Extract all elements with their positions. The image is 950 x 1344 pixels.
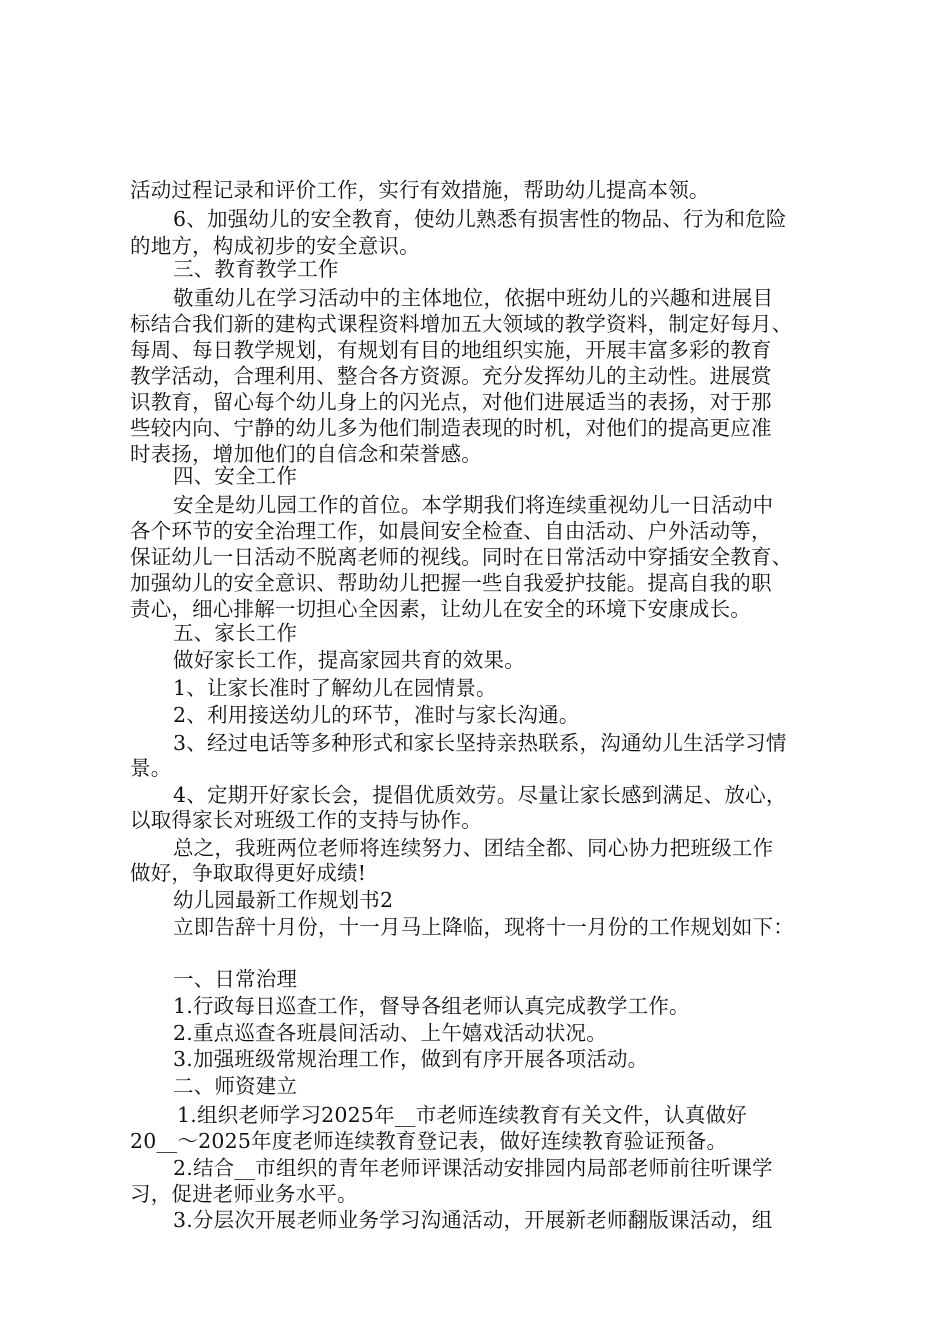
list-item: 3、经过电话等多种形式和家长坚持亲热联系，沟通幼儿生活学习情 xyxy=(173,731,787,755)
text-line: 加强幼儿的安全意识、帮助幼儿把握一些自我爱护技能。提高自我的职 xyxy=(130,571,772,595)
text-line: 责心，细心排解一切担心全因素，让幼儿在安全的环境下安康成长。 xyxy=(130,597,751,621)
text-line: 20__～2025年度老师连续教育登记表，做好连续教育验证预备。 xyxy=(130,1129,728,1153)
document-subtitle: 幼儿园最新工作规划书2 xyxy=(173,888,394,912)
text-line: 做好家长工作，提高家园共育的效果。 xyxy=(173,648,525,672)
text-line: 每周、每日教学规划，有规划有目的地组织实施，开展丰富多彩的教育 xyxy=(130,338,772,362)
text-line: 总之，我班两位老师将连续努力、团结全都、同心协力把班级工作 xyxy=(173,836,774,860)
text-line: 安全是幼儿园工作的首位。本学期我们将连续重视幼儿一日活动中 xyxy=(173,493,774,517)
list-item: 3.加强班级常规治理工作，做到有序开展各项活动。 xyxy=(173,1047,649,1071)
list-item: 4、定期开好家长会，提倡优质效劳。尽量让家长感到满足、放心， xyxy=(173,783,787,807)
list-item: 2、利用接送幼儿的环节，准时与家长沟通。 xyxy=(173,703,580,727)
list-item: 1.行政每日巡查工作，督导各组老师认真完成教学工作。 xyxy=(173,994,690,1018)
list-item: 3.分层次开展老师业务学习沟通活动，开展新老师翻版课活动，组 xyxy=(173,1208,773,1232)
section-heading: 五、家长工作 xyxy=(173,621,298,645)
text-line: 敬重幼儿在学习活动中的主体地位，依据中班幼儿的兴趣和进展目 xyxy=(173,286,774,310)
text-line: 景。 xyxy=(130,756,172,780)
text-line: 时表扬，增加他们的自信念和荣誉感。 xyxy=(130,442,482,466)
text-line: 活动过程记录和评价工作，实行有效措施，帮助幼儿提高本领。 xyxy=(130,178,710,202)
list-item: 2.重点巡查各班晨间活动、上午嬉戏活动状况。 xyxy=(173,1021,607,1045)
section-heading: 四、安全工作 xyxy=(173,464,298,488)
text-line: 习，促进老师业务水平。 xyxy=(130,1182,358,1206)
list-item: 1、让家长准时了解幼儿在园情景。 xyxy=(173,676,497,700)
text-line: 立即告辞十月份，十一月马上降临，现将十一月份的工作规划如下： xyxy=(173,915,794,939)
text-line: 些较内向、宁静的幼儿多为他们制造表现的时机，对他们的提高更应准 xyxy=(130,416,772,440)
text-line: 各个环节的安全治理工作，如晨间安全检查、自由活动、户外活动等， xyxy=(130,519,772,543)
section-heading: 三、教育教学工作 xyxy=(173,257,339,281)
section-heading: 一、日常治理 xyxy=(173,967,298,991)
text-line: 以取得家长对班级工作的支持与协作。 xyxy=(130,808,482,832)
text-line: 6、加强幼儿的安全教育，使幼儿熟悉有损害性的物品、行为和危险 xyxy=(173,207,787,231)
text-line: 教学活动，合理利用、整合各方资源。充分发挥幼儿的主动性。进展赏 xyxy=(130,364,772,388)
list-item: 2.结合__市组织的青年老师评课活动安排园内局部老师前往听课学 xyxy=(173,1156,773,1180)
text-line: 标结合我们新的建构式课程资料增加五大领域的教学资料，制定好每月、 xyxy=(130,312,793,336)
text-line: 的地方，构成初步的安全意识。 xyxy=(130,234,420,258)
text-line: 做好，争取取得更好成绩! xyxy=(130,861,367,885)
text-line: 识教育，留心每个幼儿身上的闪光点，对他们进展适当的表扬，对于那 xyxy=(130,390,772,414)
section-heading: 二、师资建立 xyxy=(173,1074,298,1098)
text-line: 保证幼儿一日活动不脱离老师的视线。同时在日常活动中穿插安全教育、 xyxy=(130,545,793,569)
list-item: 1.组织老师学习2025年__市老师连续教育有关文件，认真做好 xyxy=(177,1103,747,1127)
